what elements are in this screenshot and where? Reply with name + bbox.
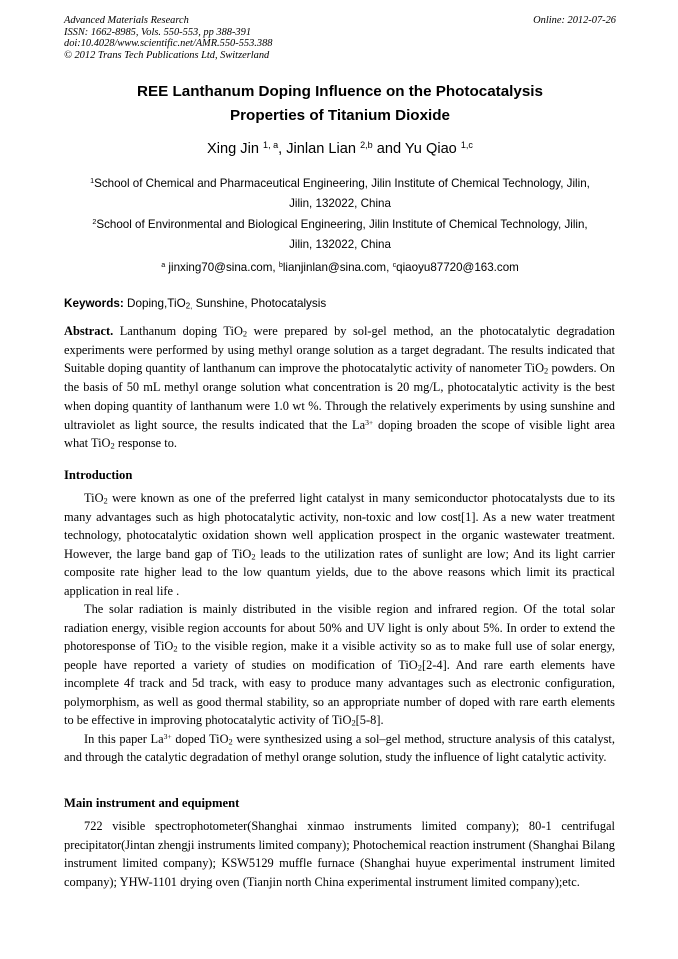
paper-title bbox=[60, 80, 620, 127]
abstract-text: were prepared by sol-gel method, an the photocatalytic degradation experiments were performed by using methyl orange solution as a target degradant. The results indicated that Suitable doping quantity of lanthanum can improve the photocatalytic activity of nanometer TiO bbox=[64, 324, 615, 376]
author-list: Xing Jin $^{1, a}$, Jinlan Lian $^{2,b}$ and Yu Qiao $^{1,c}$ bbox=[207, 140, 473, 157]
abstract-text: Lanthanum doping TiO bbox=[119, 324, 243, 338]
affiliation-1 bbox=[64, 174, 616, 213]
keyword: Sunshine, Photocatalysis bbox=[195, 297, 327, 310]
instruments-body bbox=[64, 817, 615, 891]
subscript: 2 bbox=[251, 551, 256, 562]
affiliation-number: 1 bbox=[90, 176, 95, 186]
superscript: 3+ bbox=[163, 731, 172, 741]
affiliation-text: School of Chemical and Pharmaceutical Engineering, Jilin Institute of Chemical Technology, Jilin, bbox=[94, 177, 590, 190]
introduction-body bbox=[64, 489, 615, 767]
affiliation-text: Jilin, 132022, China bbox=[289, 237, 391, 251]
section-heading-introduction: Introduction bbox=[64, 468, 133, 482]
abstract-text: powders. On the basis of 50 mL methyl orange solution what concentration is 20 mg/L, photocatalytic activity is the best when doping quantity of lanthanum were 1.0 wt %. Through the relatively experiments by using sunshine and ultraviolet as light source, the results indicated that the La bbox=[64, 361, 615, 432]
section-heading-instruments: Main instrument and equipment bbox=[64, 796, 240, 810]
subscript: 2, bbox=[185, 301, 193, 311]
email-list bbox=[64, 258, 616, 278]
abstract-text: response to. bbox=[117, 436, 178, 451]
affiliation-text: School of Environmental and Biological Engineering, Jilin Institute of Chemical Technology, Jilin, bbox=[96, 218, 588, 231]
author-affil-mark: 1,c bbox=[460, 140, 473, 151]
subscript: 2 bbox=[417, 662, 422, 673]
affiliation-text: Jilin, 132022, China bbox=[289, 196, 391, 210]
author-name: Xing Jin bbox=[207, 141, 259, 157]
subscript: 2 bbox=[351, 717, 356, 728]
title-line-2: Properties of Titanium Dioxide bbox=[230, 106, 450, 124]
author-affil-mark: 1, a bbox=[263, 140, 279, 151]
paragraph: The solar radiation is mainly distributed in the visible region and infrared region. Of the total solar radiation energy, visible region accounts for about 50% and UV light is only about 5%. In order to extend the photoresponse of TiO$_2$ to the visible region, make it a visible activity so as to make full use of solar energy, people have reported a variety of studies on modification of TiO$_2$[2-4]. And rare earth elements have incomplete 4f track and 5d track, with easy to produce many advantages such as electronic configuration, polymorphism, as well as good thermal stability, so an appropriate number of doped with rare earth elements to be effective in improving photocatalytic activity of TiO$_2$[5-8]. bbox=[64, 602, 615, 728]
author-name: Jinlan Lian bbox=[286, 141, 357, 157]
issn-line: ISSN: 1662-8985, Vols. 550-553, pp 388-391 bbox=[64, 26, 252, 38]
email-address[interactable]: lianjinlan@sina.com, bbox=[282, 261, 390, 274]
title-line-1: REE Lanthanum Doping Influence on the Photocatalysis bbox=[137, 83, 543, 100]
keywords-line bbox=[64, 296, 616, 312]
email-mark: c bbox=[392, 260, 397, 270]
abstract-label: Abstract. bbox=[64, 324, 114, 338]
author-affil-mark: 2,b bbox=[360, 140, 373, 151]
email-mark: b bbox=[278, 260, 283, 270]
affiliation-2 bbox=[64, 215, 616, 254]
subscript: 2 bbox=[110, 440, 115, 451]
email-mark: a bbox=[161, 260, 166, 270]
affiliation-number: 2 bbox=[92, 217, 97, 227]
subscript: 2 bbox=[242, 328, 248, 339]
subscript: 2 bbox=[544, 366, 549, 377]
paragraph: 722 visible spectrophotometer(Shanghai xinmao instruments limited company); 80-1 centrifugal precipitator(Jintan zhengji instruments limited company); Photochemical reaction instrument (Shanghai Bilang instrument limited company); KSW5129 muffle furnace (Shanghai huyue experimental instrument limited company); YHW-1101 drying oven (Tianjin north China experimental instrument limited company);etc. bbox=[64, 819, 615, 889]
paragraph: TiO$_2$ were known as one of the preferred light catalyst in many semiconductor photocatalysts due to its many advantages such as high photocatalytic activity, non-toxic and low cost[1]. As a new water treatment technology, photocatalytic oxidation shown well application prospect in the organic wastewater treatment. However, the large band gap of TiO$_2$ leads to the utilization rates of sunlight are low; And its light carrier composite rate higher lead to the low quantum yields, due to the above reasons which limit its practical application in real life . bbox=[64, 491, 616, 598]
online-date: Online: 2012-07-26 bbox=[533, 15, 616, 26]
subscript: 2 bbox=[103, 495, 108, 506]
abstract-text: doping broaden the scope of visible light area what TiO bbox=[64, 417, 615, 451]
paragraph: In this paper $La^{3+}$ doped TiO$_2$ were synthesized using a sol–gel method, structure analysis of this catalyst, and through the catalytic degradation of methyl orange solution, study the influence of light catalytic activity. bbox=[64, 731, 615, 764]
abstract bbox=[64, 322, 615, 453]
doi-line: doi:10.4028/www.scientific.net/AMR.550-553.388 bbox=[64, 38, 273, 50]
author-conjunction: and bbox=[376, 141, 402, 157]
keyword: Doping,TiO bbox=[127, 297, 186, 310]
email-address[interactable]: jinxing70@sina.com, bbox=[168, 261, 276, 274]
subscript: 2 bbox=[173, 643, 178, 654]
journal-header bbox=[64, 15, 616, 61]
keywords-label: Keywords: bbox=[64, 297, 124, 310]
superscript: 3+ bbox=[365, 417, 374, 427]
email-address[interactable]: qiaoyu87720@163.com bbox=[396, 261, 519, 274]
journal-name: Advanced Materials Research bbox=[64, 15, 189, 26]
author-name: Yu Qiao bbox=[404, 141, 457, 157]
copyright-line: © 2012 Trans Tech Publications Ltd, Switzerland bbox=[64, 49, 270, 61]
subscript: 2 bbox=[228, 736, 233, 747]
